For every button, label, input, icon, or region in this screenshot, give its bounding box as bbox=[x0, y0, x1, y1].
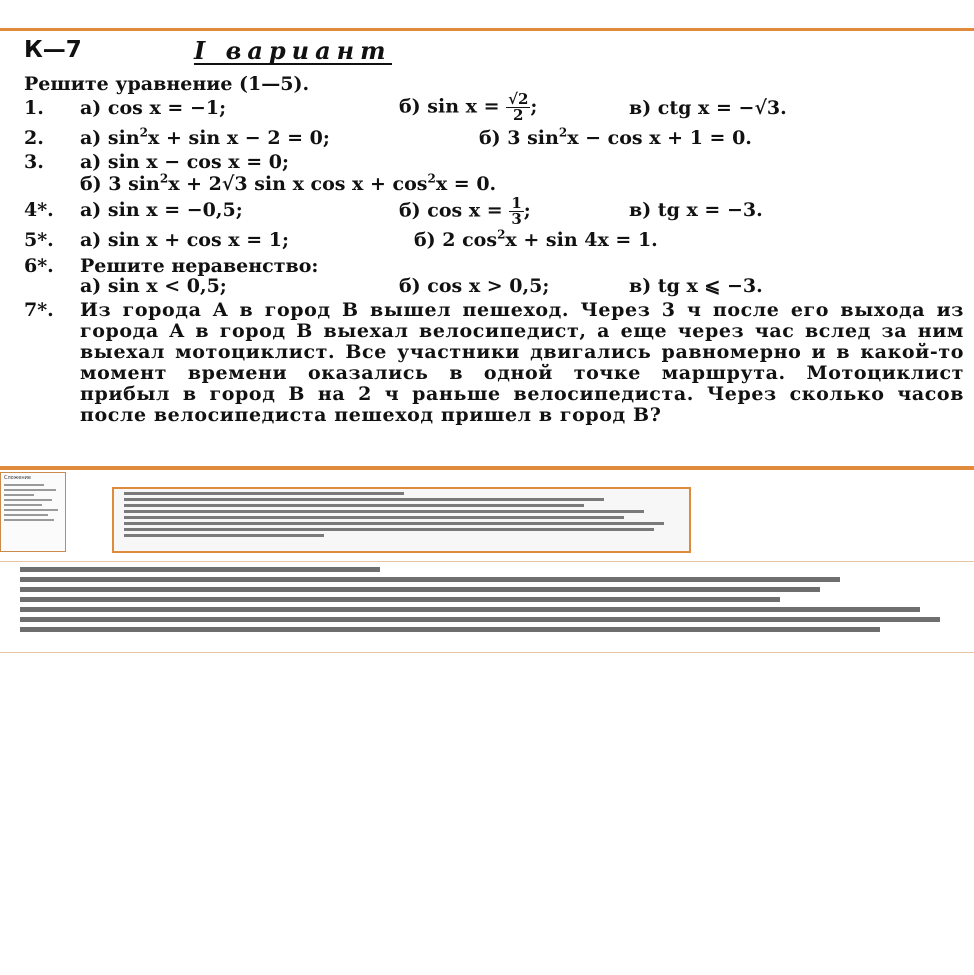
task-3b-end: x = 0. bbox=[435, 173, 497, 195]
task-5a: а) sin x + cos x = 1; bbox=[80, 229, 289, 251]
text-line bbox=[4, 489, 56, 491]
worksheet-code: К—7 bbox=[24, 37, 82, 63]
top-rule bbox=[0, 28, 974, 31]
text-line bbox=[20, 597, 780, 602]
text-line bbox=[4, 504, 42, 506]
text-line bbox=[124, 522, 664, 525]
task-1a: а) cos x = −1; bbox=[80, 97, 227, 119]
exponent: 2 bbox=[497, 227, 506, 242]
text-line bbox=[124, 510, 644, 513]
text-line bbox=[20, 587, 820, 592]
text-line bbox=[4, 519, 54, 521]
fraction-denominator: 2 bbox=[513, 106, 524, 124]
task-number: 1. bbox=[24, 97, 44, 119]
task-1c: в) ctg x = −√3. bbox=[629, 97, 787, 119]
text-line bbox=[4, 484, 44, 486]
fraction-numerator: √2 bbox=[508, 90, 529, 108]
worksheet bbox=[24, 36, 964, 426]
text-line bbox=[20, 607, 920, 612]
task-5b bbox=[414, 227, 658, 251]
text-line bbox=[4, 494, 34, 496]
task-3a: а) sin x − cos x = 0; bbox=[80, 151, 289, 173]
task-2b-start: б) 3 sin bbox=[479, 127, 559, 149]
text-line bbox=[124, 504, 584, 507]
task-6 bbox=[24, 256, 964, 276]
task-2a-end: x + sin x − 2 = 0; bbox=[148, 127, 330, 149]
task-number: 5*. bbox=[24, 229, 54, 251]
task-5b-start: б) 2 cos bbox=[414, 229, 498, 251]
task-1 bbox=[24, 90, 964, 128]
task-4a: а) sin x = −0,5; bbox=[80, 199, 243, 221]
task-3 bbox=[24, 152, 964, 174]
task-4 bbox=[24, 194, 964, 230]
fraction-numerator: 1 bbox=[511, 194, 522, 212]
task-number: 7*. bbox=[24, 299, 54, 321]
task-1b-lhs: б) sin x = bbox=[399, 95, 500, 118]
text-line bbox=[4, 509, 58, 511]
fraction-denominator: 3 bbox=[511, 210, 522, 228]
exponent: 2 bbox=[139, 125, 149, 140]
thumbnail-strip[interactable] bbox=[0, 561, 974, 653]
text-line bbox=[124, 516, 624, 519]
task-number: 3. bbox=[24, 151, 44, 173]
fraction bbox=[506, 92, 530, 123]
text-line bbox=[20, 627, 880, 632]
task-6-title: Решите неравенство: bbox=[80, 255, 319, 277]
task-1b bbox=[399, 92, 537, 123]
exponent: 2 bbox=[159, 171, 169, 186]
task-7-text: Из города A в город B вышел пешеход. Через 3 ч после его выхода из города A в город B выехал велосипедист, а еще через час вслед за ним выехал мотоциклист. Все участники двигались равномерно и в какой-то момент времени оказались в одной точке маршрута. Мотоциклист прибыл в город B на 2 ч раньше велосипедиста. Через сколько часов после велосипедиста пешеход пришел в город B? bbox=[80, 299, 964, 426]
task-7 bbox=[24, 300, 964, 426]
variant-title: I вариант bbox=[194, 36, 392, 65]
task-number: 4*. bbox=[24, 199, 54, 221]
thumbnail-left[interactable] bbox=[0, 472, 66, 552]
task-3b-middle: x + 2√3 sin x cos x + cos bbox=[168, 173, 428, 195]
text-line bbox=[20, 567, 380, 572]
task-1b-end: ; bbox=[530, 95, 538, 118]
worksheet-header bbox=[24, 36, 964, 70]
thumbnail-center[interactable] bbox=[112, 487, 691, 553]
bottom-rule bbox=[0, 466, 974, 470]
task-4b bbox=[399, 196, 531, 227]
text-line bbox=[124, 528, 654, 531]
task-number: 6*. bbox=[24, 255, 54, 277]
task-4b-lhs: б) cos x = bbox=[399, 199, 503, 222]
text-line bbox=[20, 617, 940, 622]
exponent: 2 bbox=[427, 171, 436, 186]
text-line bbox=[20, 577, 840, 582]
instruction: Решите уравнение (1—5). bbox=[24, 73, 310, 95]
text-line bbox=[124, 498, 604, 501]
text-line bbox=[4, 499, 52, 501]
task-4b-end: ; bbox=[523, 199, 531, 222]
task-number: 2. bbox=[24, 127, 44, 149]
task-5b-end: x + sin 4x = 1. bbox=[505, 229, 658, 251]
task-6a: а) sin x < 0,5; bbox=[80, 275, 227, 297]
task-2 bbox=[24, 125, 964, 152]
task-2b-end: x − cos x + 1 = 0. bbox=[567, 127, 752, 149]
text-line bbox=[124, 534, 324, 537]
text-line bbox=[4, 514, 48, 516]
task-4c: в) tg x = −3. bbox=[629, 199, 763, 221]
task-6c: в) tg x ⩽ −3. bbox=[629, 275, 763, 297]
task-2a bbox=[80, 125, 330, 149]
fraction bbox=[509, 196, 523, 227]
task-5 bbox=[24, 227, 964, 256]
task-2b bbox=[479, 125, 752, 149]
task-2a-start: а) sin bbox=[80, 127, 140, 149]
exponent: 2 bbox=[558, 125, 568, 140]
text-line bbox=[124, 492, 404, 495]
task-6b: б) cos x > 0,5; bbox=[399, 275, 550, 297]
thumbnail-caption: Сложение bbox=[4, 475, 31, 481]
task-3b-start: б) 3 sin bbox=[80, 173, 160, 195]
task-6-items bbox=[24, 276, 964, 300]
